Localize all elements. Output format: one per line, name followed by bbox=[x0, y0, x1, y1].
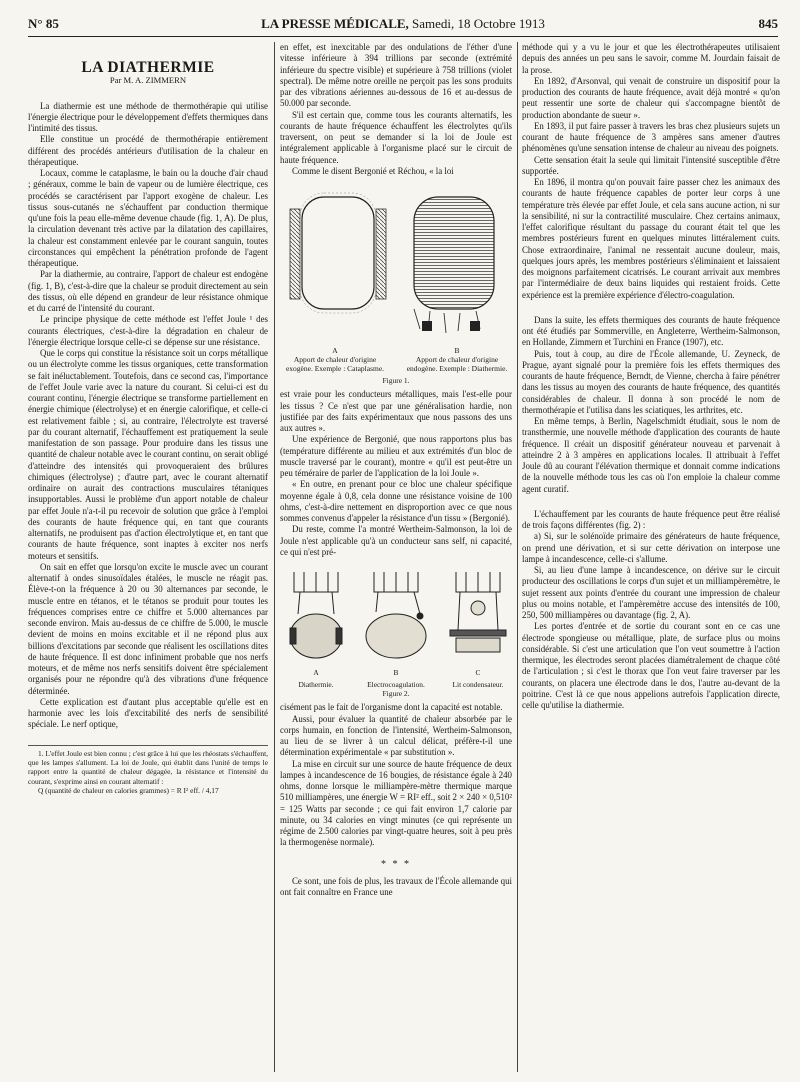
figure-2a-label: A bbox=[313, 668, 319, 678]
paragraph: En 1893, il put faire passer à travers les bras chez plusieurs sujets un courant de haute fréquence de 3 ampères sans amener d'autres phénomènes qu'une sensation intense de chaleur au niveau des poignets. bbox=[522, 120, 780, 154]
figure-2b-name: Electrocoagulation. bbox=[367, 679, 425, 689]
column-2 bbox=[280, 42, 512, 1072]
section-separator: * * * bbox=[381, 858, 411, 870]
diathermy-diagram bbox=[290, 572, 342, 658]
paragraph: est vraie pour les conducteurs métalliques, mais l'est-elle pour les tissus ? Ce n'est que par une généralisation hardie, non justifiée par des faits expérimentaux que nous passons des uns aux autres ». bbox=[280, 389, 512, 433]
condenser-bed-diagram bbox=[450, 572, 506, 652]
figure-2c-caption bbox=[438, 667, 512, 690]
section-gap bbox=[522, 495, 780, 509]
issue-number: N° 85 bbox=[28, 16, 59, 31]
figure-1b-label: B bbox=[454, 346, 460, 356]
figure-1-title: Figure 1. bbox=[382, 376, 410, 386]
exogenous-heat-diagram bbox=[290, 193, 386, 313]
endogenous-heat-diagram bbox=[414, 197, 494, 333]
footnote bbox=[28, 745, 268, 796]
figure-1b-text: Apport de chaleur d'origine endogène. Exemple : Diathermie. bbox=[406, 355, 508, 374]
column-divider bbox=[517, 42, 518, 1072]
figure-2b-label: B bbox=[393, 668, 399, 678]
figure-1-captions bbox=[280, 346, 512, 373]
paragraph: L'échauffement par les courants de haute fréquence peut être réalisé de trois façons différentes (fig. 2) : bbox=[522, 508, 780, 530]
paragraph: Aussi, pour évaluer la quantité de chaleur absorbée par le corps humain, en fonction de l'intensité, Wertheim-Salmonson, au lieu de se livrer à un calcul délicat, préfère-t-il une détermination expérimentale « par substitution ». bbox=[280, 713, 512, 758]
figure-2-captions bbox=[280, 667, 512, 689]
paragraph: Cette explication est d'autant plus acceptable qu'elle est en harmonie avec les lois d'excitabilité des nerfs de sensibilité spéciale. Le nerf optique, bbox=[28, 696, 268, 730]
electrocoagulation-diagram bbox=[366, 572, 426, 658]
paragraph: En même temps, à Berlin, Nagelschmidt étudiait, sous le nom de transthermie, une nouvelle méthode d'application des courants de haute fréquence. Il créait un dispositif générateur nouveau et parvenait à atteindre 2 à 3 ampères en applications locales. Il attribuait à l'effet Joule dû au courant l'élévation thermique et donnait comme indications de la nouvelle méthode tous les cas où l'on emploie la chaleur comme agent curatif. bbox=[522, 416, 780, 494]
paragraph: Une expérience de Bergonié, que nous rapportons plus bas (température différente au milieu et aux extrémités d'un bloc de muscle traversé par le courant), montre « qu'il est peut-être un peu téméraire de parler de l'application de la loi Joule ». bbox=[280, 434, 512, 478]
paragraph: Locaux, comme le cataplasme, le bain ou la douche d'air chaud ; généraux, comme le bain de vapeur ou de lumière électrique, ces procédés se caractérisent par l'apport exogène de chaleur. Les tissus sous-cutanés ne s'échauffent par conduction thermique qu'une fois la peau elle-même devenue chaude (fig. 1, A). De plus, la circulation devenant très active par la dilatation des capillaires, la chaleur est constamment enlevée par le courant sanguin, toutes circonstances qui empêchent la pénétration profonde de l'agent thérapeutique. bbox=[28, 168, 268, 268]
column-1 bbox=[28, 42, 268, 1072]
figure-2a-name: Diathermie. bbox=[298, 679, 334, 689]
paragraph: Comme le disent Bergonié et Réchou, « la loi bbox=[292, 165, 454, 176]
figure-1a-label: A bbox=[332, 346, 338, 356]
paragraph: « En outre, en prenant pour ce bloc une chaleur spécifique moyenne égale à 0,8, cela donne une résistance voisine de 100 ohms, c'est-à-dire nettement en disproportion avec ce que nous sommes convenus d'appeler la résistance d'un tissu » (Bergonié). bbox=[280, 479, 512, 523]
header-rule bbox=[28, 36, 778, 37]
footnote-formula: Q (quantité de chaleur en calories grammes) = R I² eff. / 4,17 bbox=[38, 786, 219, 796]
paragraph: Si, au lieu d'une lampe à incandescence, on dérive sur le circuit producteur des oscillations le corps d'un sujet et un milliampèremètre, le sujet ressent aux points d'entrée du courant une impression de chaleur plus ou moins notable, et l'ampèremètre accuse des intensités de 100, 250, 500 milliampères ou davantage (fig. 2, A). bbox=[522, 565, 780, 620]
paragraph: Puis, tout à coup, au dire de l'École allemande, U. Zeyneck, de Prague, ayant signalé pour la première fois les effets thermiques des courants de haute fréquence, Berndt, de Vienne, chercha à faire pénétrer dans les tissus au moyen des courants de haute fréquence, des quantités considérables de chaleur. Il donna à son procédé le nom de thermothérapie et l'utilisa dans les sciatiques, les arthrites, etc. bbox=[522, 348, 780, 415]
paragraph: Que le corps qui constitue la résistance soit un corps métallique ou un électrolyte comme les tissus organiques, cette transformation se fait inéluctablement. Toutefois, dans ce second cas, l'importance de l'effet Joule varie avec la nature du courant. Si celui-ci est du courant continu, l'énergie électrique se transforme partiellement en énergie chimique (électrolyse) et en énergie calorifique, et celle-ci est relativement faible ; si, au contraire, l'électrolyte est traversé par du courant alternatif, l'échauffement est pratiquement la seule manifestation de son passage. Pour produire dans les tissus une quantité de chaleur notable avec le courant continu, on serait obligé d'atteindre des intensités qui provoqueraient des brûlures chimiques (électrolyse) ; d'autre part, avec le courant alternatif ordinaire on aurait des contractions musculaires tétaniques insupportables. Aussi le problème d'un apport notable de chaleur par effet Joule n'a-t-il pu recevoir de solution que grâce à l'emploi des courants de haute fréquence qui, en tant que courants alternatifs, ne produisent pas d'action électrolytique et, en tant que courants de haute fréquence, sont inaptes à exciter nos nerfs moteurs et sensitifs. bbox=[28, 348, 268, 561]
paragraph: a) Si, sur le solénoïde primaire des générateurs de haute fréquence, on prend une dérivation, et si sur cette dérivation on interpose une lampe à incandescence, celle-ci s'allume. bbox=[522, 531, 780, 564]
paragraph: Elle constitue un procédé de thermothérapie entièrement différent des procédés antérieurs d'utilisation de la chaleur en thérapeutique. bbox=[28, 134, 268, 167]
article-title: LA DIATHERMIE bbox=[81, 59, 215, 76]
paragraph: Cette sensation était la seule qui limitait l'intensité susceptible d'être supportée. bbox=[522, 154, 780, 176]
paragraph: en effet, est inexcitable par des ondulations de l'éther d'une vitesse inférieure à 394 trillions par seconde (extrémité inférieure du spectre visible) et supérieure à 758 trillions (violet spectral). De même notre oreille ne perçoit pas les sons produits par des vibrations aériennes au-dessous de 16 et au-dessus de 50.000 par seconde. bbox=[280, 42, 512, 109]
paragraph: Le principe physique de cette méthode est l'effet Joule ¹ des courants électriques, c'est-à-dire la dégradation en chaleur de l'énergie électrique lorsque celle-ci se dépense sur une résistance. bbox=[28, 314, 268, 347]
paragraph: La diathermie est une méthode de thermothérapie qui utilise l'énergie électrique pour le développement d'effets thermiques dans l'intimité des tissus. bbox=[28, 100, 268, 133]
figure-1a-text: Apport de chaleur d'origine exogène. Exemple : Cataplasme. bbox=[285, 355, 385, 374]
paragraph: cisément pas le fait de l'organisme dont la capacité est notable. bbox=[280, 702, 503, 713]
column-3 bbox=[522, 42, 780, 1072]
figure-2b-caption bbox=[356, 667, 436, 690]
masthead bbox=[28, 16, 778, 32]
figure-2-title: Figure 2. bbox=[382, 689, 410, 699]
paragraph: La mise en circuit sur une source de haute fréquence de deux lampes à incandescence de 16 bougies, de résistance égale à 240 ohms, donne lorsque le milliampère-mètre thermique marque 510 milliampères, une énergie W = RI² eff., soit 2 × 240 × 0,510² = 125 Watts par seconde ; ce qui fait environ 1,7 calorie par minute, ou 34 calories en vingt minutes (ce qui représente un régime de 2.500 calories par vingt-quatre heures, soit à peu près la thermogenèse normale). bbox=[280, 758, 512, 848]
paragraph: Dans la suite, les effets thermiques des courants de haute fréquence ont été étudiés par Sommerville, en Angleterre, Wertheim-Salmonson, en Hollande, Zimmern et Turchini en France (1907), etc. bbox=[522, 314, 780, 348]
paragraph: On sait en effet que lorsqu'on excite le muscle avec un courant alternatif à ondes sinusoïdales étalées, le muscle ne réagit pas. Élève-t-on la fréquence à 20 ou 30 alternances par seconde, le muscle entre en tétanos, et le tétanos se produit pour toutes les fréquences comprises entre ce chiffre et 5.000 alternances par seconde environ. Mais au-dessus de ce chiffre de 5.000, le muscle devient de moins en moins excitable et il ne répond plus aux billions d'excitations par seconde que réalisent les oscillations dites de haute fréquence. Il est donc infiniment probable que nos nerfs moteurs, et de même nos nerfs sensitifs doivent être spécialement organisés pour ne répondre qu'à des vibrations d'une fréquence déterminée. bbox=[28, 561, 268, 696]
figure-2a-caption bbox=[280, 667, 356, 690]
figure-1a-caption bbox=[280, 346, 390, 373]
section-gap bbox=[522, 301, 780, 315]
figure-2c-name: Lit condensateur. bbox=[452, 679, 504, 689]
paragraph: Par la diathermie, au contraire, l'apport de chaleur est endogène (fig. 1, B), c'est-à-dire que la chaleur se produit directement au sein des tissus, où elle dépend en grandeur de leur résistance ohmique et du carré de l'intensité du courant. bbox=[28, 269, 268, 313]
article-byline: Par M. A. ZIMMERN bbox=[109, 75, 187, 86]
column-divider bbox=[274, 42, 275, 1072]
figure-1 bbox=[280, 183, 512, 385]
paragraph: En 1892, d'Arsonval, qui venait de construire un dispositif pour la production des courants de haute fréquence, avait déjà montré « qu'on peut ressentir une sorte de chaleur qui s'accompagne bientôt de production abondante de sueur ». bbox=[522, 75, 780, 120]
paragraph: S'il est certain que, comme tous les courants alternatifs, les courants de haute fréquence échauffent les électrolytes qu'ils traversent, on peut se demander si la loi de Joule est intégralement applicable à l'organisme placé sur le circuit de haute fréquence. bbox=[280, 109, 512, 165]
paragraph: Ce sont, une fois de plus, les travaux de l'École allemande qui ont fait connaître en France une bbox=[280, 875, 512, 897]
paragraph: En 1896, il montra qu'on pouvait faire passer chez les animaux des courants de haute fréquence capables de porter leur corps à une température très élevée par effet Joule, et cela sans aucune action, ni sur la sensibilité, ni sur la contractilité musculaire. Chez certains animaux, l'effet calorifique résultant du passage du courant était tel que les membres postérieurs furent en quelques minutes littéralement cuits. Chose extraordinaire, l'animal ne ressentait aucune douleur, mais, quelques jours après, les membres postérieurs s'éliminaient et laissaient des moignons parfaitement cicatrisés. Le courant arrivait aux membres par l'intermédiaire de deux bains liquides qui restaient froids. Cette expérience est la première expérience d'électro-coagulation. bbox=[522, 177, 780, 300]
paragraph: Du reste, comme l'a montré Wertheim-Salmonson, la loi de Joule n'est applicable qu'à un conducteur sans self, ni capacité, ce qui n'est pré- bbox=[280, 524, 512, 557]
figure-1-illustration bbox=[280, 183, 512, 343]
footnote-text: 1. L'effet Joule est bien connu ; c'est grâce à lui que les rhéostats s'échauffent, que les lampes s'allument. La loi de Joule, qui établit dans l'unité de temps le rapport entre la quantité de chaleur dégagée, la résistance et l'intensité du courant, s'exprime ainsi en courant alternatif : bbox=[28, 748, 268, 786]
paragraph: Les portes d'entrée et de sortie du courant sont en ce cas une électrode spongieuse ou métallique, plate, de surface plus ou moins considérable. Si c'est une articulation que l'on veut soumettre à l'action thermique, les électrodes seront placées diamétralement de chaque côté de l'articulation ; si c'est le thorax que l'on veut faire traverser par les courants, on placera une électrode dans le dos, l'autre au-devant de la poitrine. C'est là ce que nous appelions autrefois l'application directe, celle qu'utilise la diathermie. bbox=[522, 621, 780, 710]
journal-name: LA PRESSE MÉDICALE, bbox=[261, 16, 409, 31]
figure-1b-caption bbox=[402, 346, 512, 373]
figure-2c-label: C bbox=[475, 668, 481, 678]
issue-date: Samedi, 18 Octobre 1913 bbox=[412, 16, 545, 31]
page-number: 845 bbox=[758, 16, 778, 31]
figure-2 bbox=[280, 564, 512, 698]
paragraph: méthode qui y a vu le jour et que les électrothérapeutes utilisaient depuis des années un peu sans le savoir, comme M. Jourdain faisait de la prose. bbox=[522, 42, 780, 75]
figure-2-illustration bbox=[280, 564, 512, 664]
page-header bbox=[28, 16, 778, 34]
